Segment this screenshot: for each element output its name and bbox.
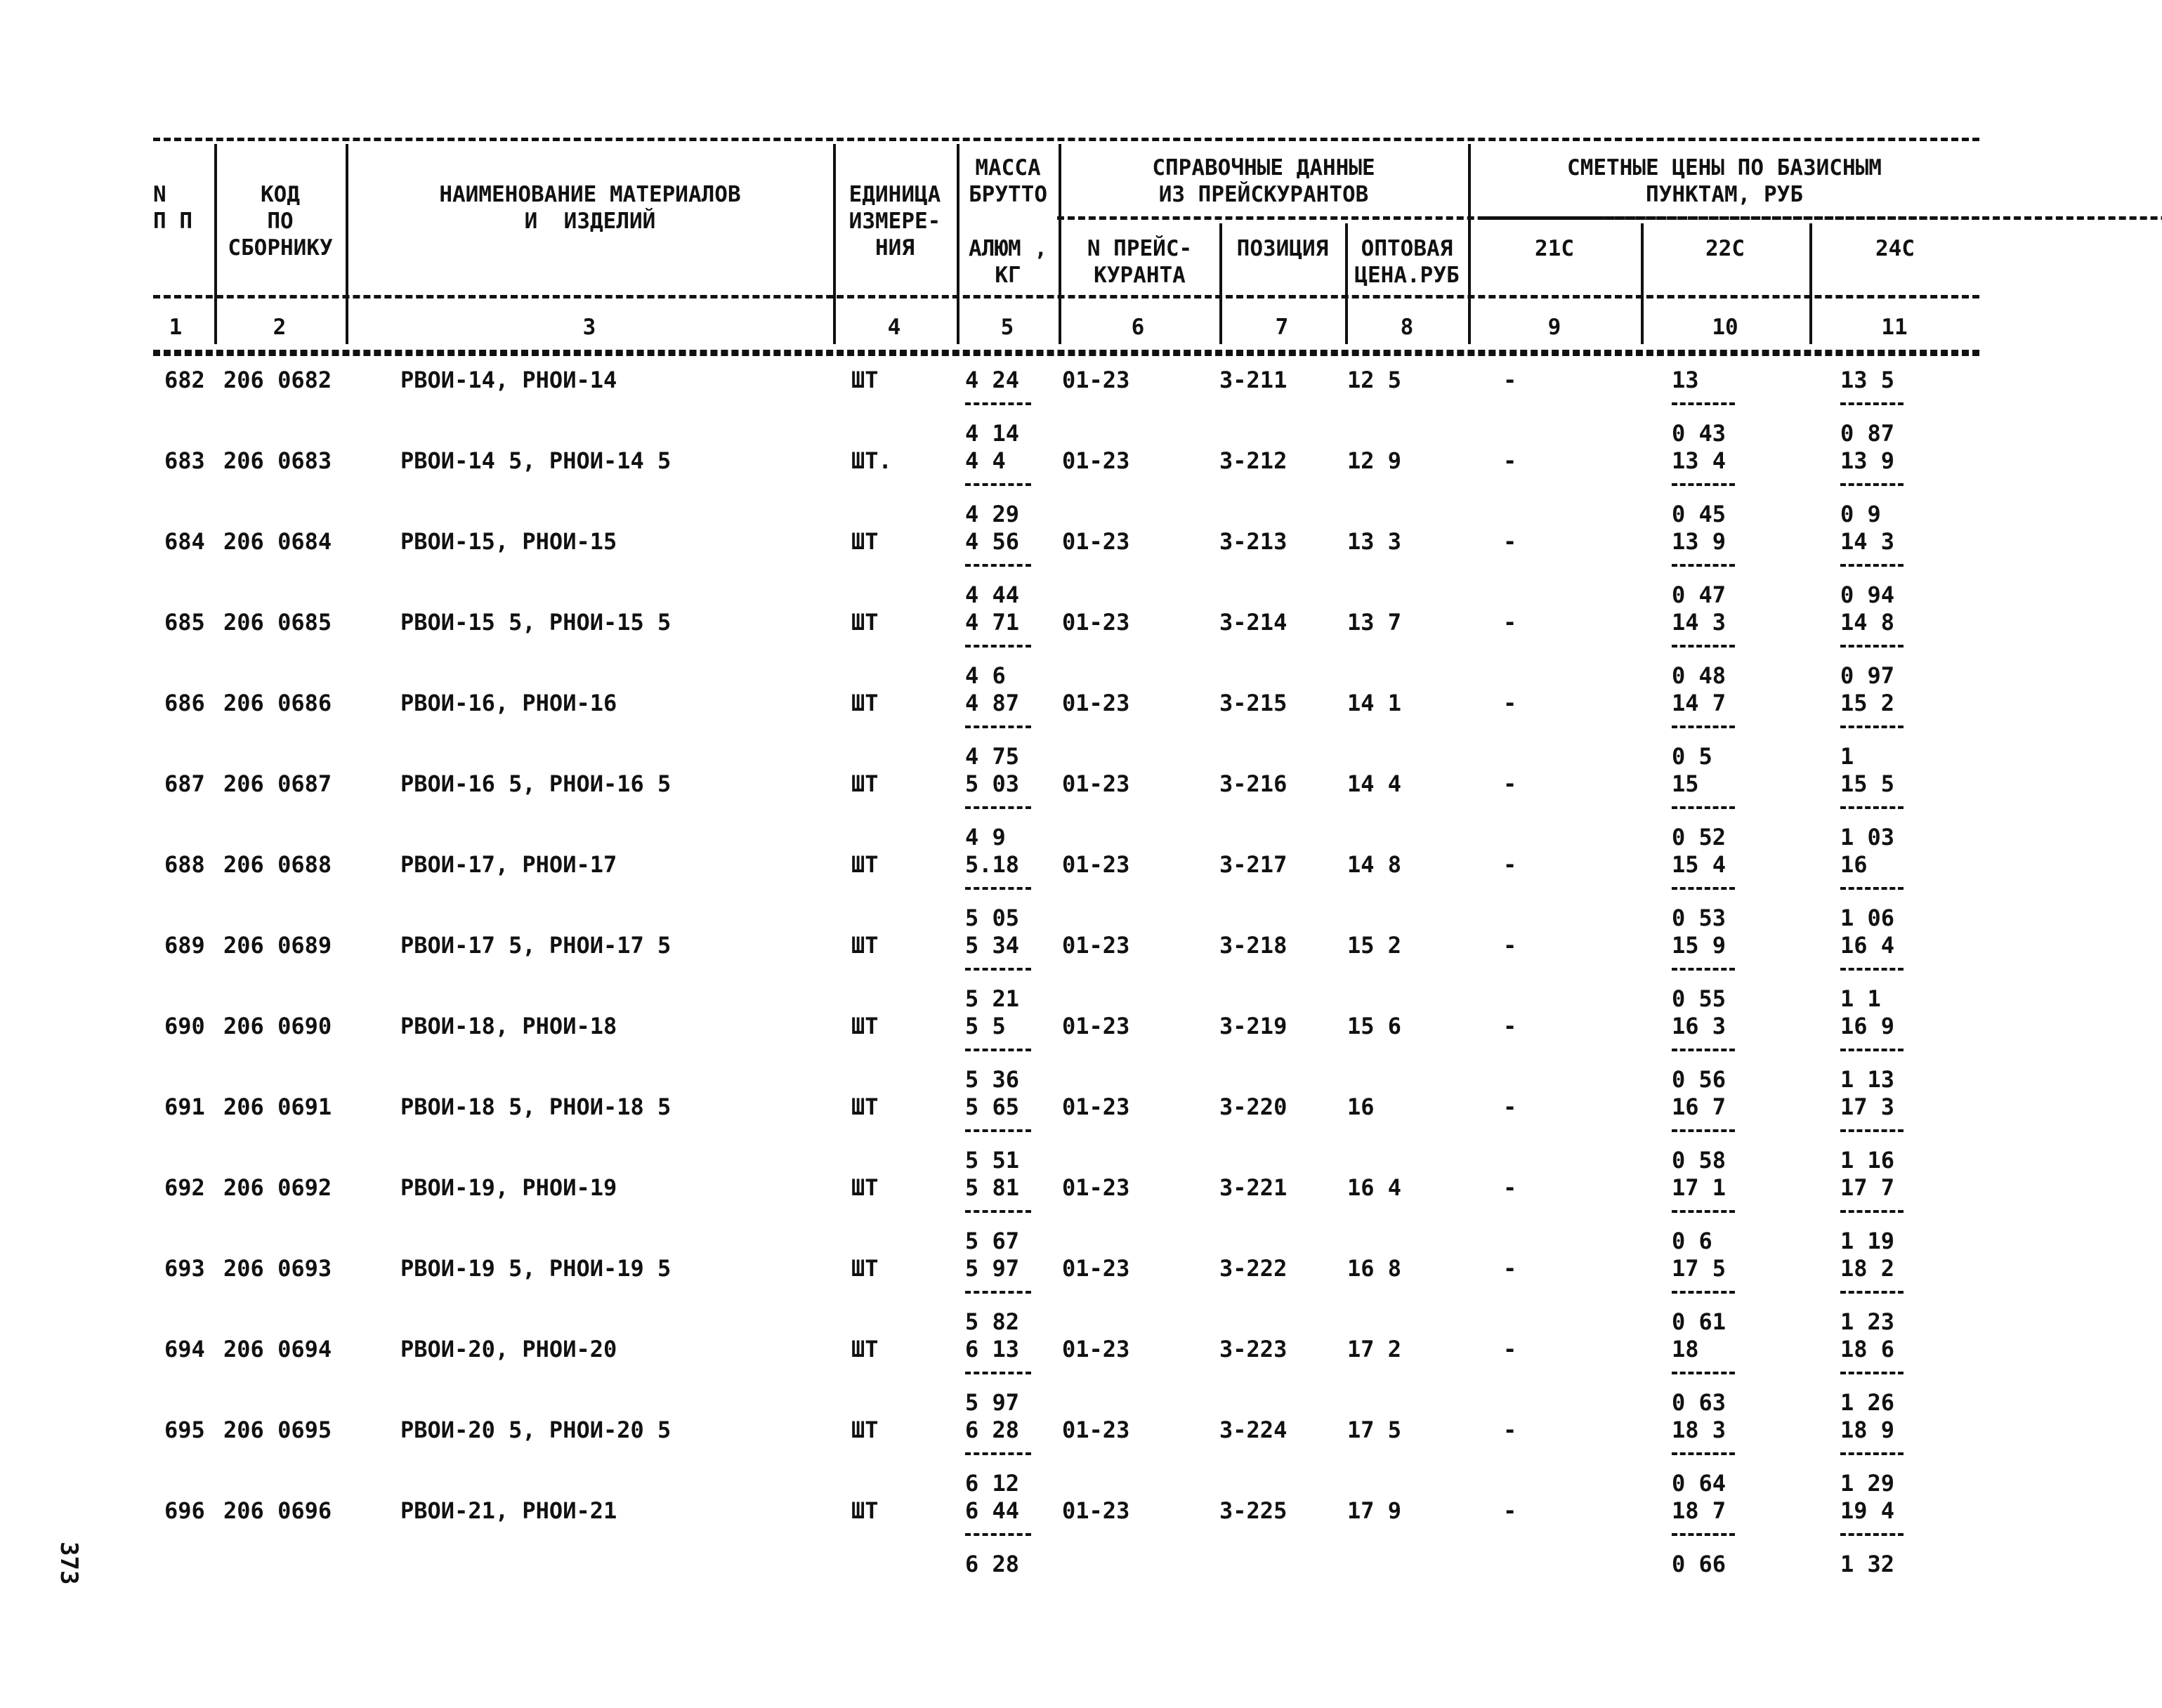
row-price-22c-secondary: 0 48 [1672,662,1727,689]
mass-fraction-line [965,564,1031,567]
column-number: 10 [1712,315,1738,340]
row-position: 3-220 [1219,1093,1288,1120]
row-price-22c-secondary: 0 5 [1672,743,1712,770]
row-mass-gross: 5 65 [965,1093,1020,1120]
row-name: РВОИ-16, РНОИ-16 [400,690,617,716]
row-price-22c: 14 3 [1672,609,1727,636]
row-mass-aluminum: 6 12 [965,1470,1020,1497]
row-pricelist-number: 01-23 [1062,1093,1130,1120]
row-number: 694 [164,1336,205,1362]
row-position: 3-225 [1219,1497,1288,1524]
row-mass-aluminum: 5 05 [965,905,1020,931]
header-col-21c: 21С [1535,236,1574,261]
row-price-22c-secondary: 0 61 [1672,1308,1727,1335]
row-price-22c: 13 4 [1672,447,1727,474]
row-wholesale-price: 13 3 [1347,528,1402,555]
row-unit: ШТ [851,528,879,555]
row-pricelist-number: 01-23 [1062,932,1130,959]
row-code: 206 0693 [223,1255,332,1282]
row-name: РВОИ-18, РНОИ-18 [400,1013,617,1039]
row-name: РВОИ-18 5, РНОИ-18 5 [400,1093,671,1120]
row-name: РВОИ-14 5, РНОИ-14 5 [400,447,671,474]
row-unit: ШТ [851,367,879,393]
row-price-24c-secondary: 1 32 [1840,1551,1895,1577]
mass-fraction-line [965,1452,1031,1455]
row-price-21c: - [1503,1093,1517,1120]
row-price-22c: 15 4 [1672,851,1727,878]
price-24c-fraction-line [1840,887,1904,890]
row-price-24c-secondary: 1 [1840,743,1854,770]
row-unit: ШТ [851,851,879,878]
row-number: 696 [164,1497,205,1524]
header-col-mass-bottom: АЛЮМ , КГ [969,236,1047,288]
price-24c-fraction-line [1840,1049,1904,1051]
row-mass-gross: 6 28 [965,1417,1020,1443]
price-24c-fraction-line [1840,1372,1904,1374]
row-pricelist-number: 01-23 [1062,1336,1130,1362]
row-price-24c: 17 3 [1840,1093,1895,1120]
header-col-22c: 22С [1705,236,1745,261]
row-number: 686 [164,690,205,716]
row-price-22c: 18 [1672,1336,1699,1362]
row-price-22c: 17 1 [1672,1174,1727,1201]
column-number: 8 [1400,315,1414,340]
row-price-24c: 14 8 [1840,609,1895,636]
row-price-21c: - [1503,447,1517,474]
row-wholesale-price: 14 8 [1347,851,1402,878]
row-price-24c-secondary: 1 23 [1840,1308,1895,1335]
header-col-wholesale-price: ОПТОВАЯ ЦЕНА.РУБ [1354,236,1460,288]
row-code: 206 0688 [223,851,332,878]
row-code: 206 0682 [223,367,332,393]
row-pricelist-number: 01-23 [1062,770,1130,797]
header-col-unit: ЕДИНИЦА ИЗМЕРЕ- НИЯ [849,182,941,261]
row-number: 693 [164,1255,205,1282]
row-price-24c-secondary: 0 9 [1840,501,1881,527]
row-mass-aluminum: 4 9 [965,824,1006,850]
page-number: 373 [55,1542,83,1585]
row-pricelist-number: 01-23 [1062,447,1130,474]
row-price-22c: 17 5 [1672,1255,1727,1282]
row-number: 684 [164,528,205,555]
row-code: 206 0694 [223,1336,332,1362]
row-unit: ШТ [851,932,879,959]
row-unit: ШТ [851,1336,879,1362]
row-price-24c: 18 2 [1840,1255,1895,1282]
row-unit: ШТ. [851,447,892,474]
row-number: 692 [164,1174,205,1201]
row-pricelist-number: 01-23 [1062,609,1130,636]
mass-fraction-line [965,1129,1031,1132]
row-position: 3-211 [1219,367,1288,393]
row-price-22c-secondary: 0 47 [1672,582,1727,608]
header-col-name: НАИМЕНОВАНИЕ МАТЕРИАЛОВ И ИЗДЕЛИЙ [439,182,741,234]
row-price-22c-secondary: 0 43 [1672,420,1727,447]
row-price-21c: - [1503,528,1517,555]
column-number: 2 [273,315,287,340]
row-position: 3-219 [1219,1013,1288,1039]
price-22c-fraction-line [1672,1372,1735,1374]
header-col-position: ПОЗИЦИЯ [1236,236,1329,261]
row-name: РВОИ-20 5, РНОИ-20 5 [400,1417,671,1443]
row-price-24c-secondary: 1 26 [1840,1389,1895,1416]
row-price-22c: 13 9 [1672,528,1727,555]
row-unit: ШТ [851,1255,879,1282]
row-position: 3-212 [1219,447,1288,474]
row-mass-gross: 4 87 [965,690,1020,716]
row-price-24c-secondary: 0 97 [1840,662,1895,689]
row-price-22c-secondary: 0 6 [1672,1228,1712,1254]
row-name: РВОИ-17, РНОИ-17 [400,851,617,878]
row-price-24c: 16 4 [1840,932,1895,959]
row-code: 206 0691 [223,1093,332,1120]
row-price-21c: - [1503,367,1517,393]
price-24c-fraction-line [1840,968,1904,971]
row-name: РВОИ-19 5, РНОИ-19 5 [400,1255,671,1282]
row-mass-aluminum: 4 75 [965,743,1020,770]
header-col-nn: N П П [153,182,192,234]
mass-fraction-line [965,725,1031,728]
price-24c-fraction-line [1840,725,1904,728]
row-unit: ШТ [851,609,879,636]
price-22c-fraction-line [1672,1210,1735,1213]
header-col-24c: 24С [1875,236,1915,261]
row-price-22c: 15 9 [1672,932,1727,959]
row-position: 3-224 [1219,1417,1288,1443]
row-price-21c: - [1503,1417,1517,1443]
price-22c-fraction-line [1672,1049,1735,1051]
column-number: 4 [887,315,901,340]
row-wholesale-price: 17 9 [1347,1497,1402,1524]
header-mid-rule-right [1482,216,1979,220]
row-mass-gross: 5 03 [965,770,1020,797]
header-col-pricelist: N ПРЕЙС- КУРАНТА [1087,236,1193,288]
row-price-24c: 13 5 [1840,367,1895,393]
row-price-21c: - [1503,1336,1517,1362]
row-mass-gross: 5 5 [965,1013,1006,1039]
row-price-22c: 18 3 [1672,1417,1727,1443]
row-name: РВОИ-14, РНОИ-14 [400,367,617,393]
row-price-21c: - [1503,1255,1517,1282]
price-24c-fraction-line [1840,1291,1904,1294]
price-22c-fraction-line [1672,1533,1735,1536]
mass-fraction-line [965,1533,1031,1536]
header-col-mass-top: МАССА БРУТТО [969,155,1047,207]
price-22c-fraction-line [1672,483,1735,486]
row-price-21c: - [1503,690,1517,716]
header-group-estimate-prices: СМЕТНЫЕ ЦЕНЫ ПО БАЗИСНЫМ ПУНКТАМ, РУБ [1567,155,1882,207]
row-number: 689 [164,932,205,959]
column-number: 3 [582,315,596,340]
row-price-22c-secondary: 0 58 [1672,1147,1727,1174]
mass-fraction-line [965,1291,1031,1294]
row-mass-aluminum: 5 51 [965,1147,1020,1174]
row-price-24c-secondary: 1 13 [1840,1066,1895,1093]
row-price-22c-secondary: 0 64 [1672,1470,1727,1497]
row-price-24c-secondary: 1 29 [1840,1470,1895,1497]
row-price-22c-secondary: 0 52 [1672,824,1727,850]
row-wholesale-price: 17 5 [1347,1417,1402,1443]
row-price-21c: - [1503,770,1517,797]
row-name: РВОИ-15, РНОИ-15 [400,528,617,555]
row-price-24c: 15 2 [1840,690,1895,716]
row-code: 206 0695 [223,1417,332,1443]
row-wholesale-price: 16 [1347,1093,1375,1120]
header-sub-rule [153,295,1979,298]
row-name: РВОИ-21, РНОИ-21 [400,1497,617,1524]
row-mass-gross: 4 24 [965,367,1020,393]
mass-fraction-line [965,483,1031,486]
price-24c-fraction-line [1840,1533,1904,1536]
row-code: 206 0686 [223,690,332,716]
row-code: 206 0689 [223,932,332,959]
row-mass-gross: 5 81 [965,1174,1020,1201]
row-code: 206 0696 [223,1497,332,1524]
row-wholesale-price: 15 6 [1347,1013,1402,1039]
row-pricelist-number: 01-23 [1062,1174,1130,1201]
column-number: 11 [1881,315,1908,340]
price-22c-fraction-line [1672,968,1735,971]
row-code: 206 0690 [223,1013,332,1039]
row-wholesale-price: 16 8 [1347,1255,1402,1282]
row-mass-aluminum: 4 14 [965,420,1020,447]
price-24c-fraction-line [1840,483,1904,486]
row-mass-aluminum: 5 21 [965,985,1020,1012]
row-number: 687 [164,770,205,797]
row-pricelist-number: 01-23 [1062,528,1130,555]
row-unit: ШТ [851,1174,879,1201]
mass-fraction-line [965,968,1031,971]
row-mass-gross: 4 56 [965,528,1020,555]
row-price-22c: 16 3 [1672,1013,1727,1039]
column-number: 9 [1547,315,1561,340]
row-position: 3-223 [1219,1336,1288,1362]
row-price-24c: 18 6 [1840,1336,1895,1362]
row-position: 3-217 [1219,851,1288,878]
row-name: РВОИ-16 5, РНОИ-16 5 [400,770,671,797]
row-price-24c: 16 9 [1840,1013,1895,1039]
row-position: 3-218 [1219,932,1288,959]
row-unit: ШТ [851,1093,879,1120]
price-24c-fraction-line [1840,806,1904,809]
row-price-24c-secondary: 1 16 [1840,1147,1895,1174]
row-mass-aluminum: 4 6 [965,662,1006,689]
mass-fraction-line [965,402,1031,405]
price-22c-fraction-line [1672,402,1735,405]
row-mass-gross: 6 44 [965,1497,1020,1524]
row-mass-gross: 5 34 [965,932,1020,959]
row-pricelist-number: 01-23 [1062,1497,1130,1524]
mass-fraction-line [965,1372,1031,1374]
row-mass-gross: 6 13 [965,1336,1020,1362]
price-24c-fraction-line [1840,402,1904,405]
row-mass-gross: 4 71 [965,609,1020,636]
row-mass-aluminum: 6 28 [965,1551,1020,1577]
row-position: 3-215 [1219,690,1288,716]
row-wholesale-price: 14 1 [1347,690,1402,716]
row-price-21c: - [1503,851,1517,878]
mass-fraction-line [965,887,1031,890]
row-mass-gross: 5.18 [965,851,1020,878]
row-mass-aluminum: 5 97 [965,1389,1020,1416]
row-mass-gross: 5 97 [965,1255,1020,1282]
mass-fraction-line [965,806,1031,809]
row-price-22c-secondary: 0 63 [1672,1389,1727,1416]
row-pricelist-number: 01-23 [1062,1255,1130,1282]
row-name: РВОИ-17 5, РНОИ-17 5 [400,932,671,959]
row-pricelist-number: 01-23 [1062,1013,1130,1039]
row-name: РВОИ-19, РНОИ-19 [400,1174,617,1201]
row-number: 691 [164,1093,205,1120]
row-unit: ШТ [851,690,879,716]
row-price-21c: - [1503,609,1517,636]
row-pricelist-number: 01-23 [1062,690,1130,716]
row-price-24c: 17 7 [1840,1174,1895,1201]
row-price-22c-secondary: 0 66 [1672,1551,1727,1577]
row-number: 695 [164,1417,205,1443]
row-unit: ШТ [851,1417,879,1443]
column-number: 5 [1000,315,1014,340]
row-price-21c: - [1503,1174,1517,1201]
row-mass-aluminum: 5 36 [965,1066,1020,1093]
price-22c-fraction-line [1672,645,1735,648]
row-number: 683 [164,447,205,474]
row-name: РВОИ-20, РНОИ-20 [400,1336,617,1362]
row-price-22c-secondary: 0 55 [1672,985,1727,1012]
row-price-24c: 16 [1840,851,1868,878]
row-wholesale-price: 17 2 [1347,1336,1402,1362]
row-code: 206 0683 [223,447,332,474]
row-mass-aluminum: 4 29 [965,501,1020,527]
row-price-22c: 15 [1672,770,1699,797]
row-code: 206 0684 [223,528,332,555]
row-unit: ШТ [851,770,879,797]
price-24c-fraction-line [1840,645,1904,648]
row-number: 682 [164,367,205,393]
row-wholesale-price: 12 9 [1347,447,1402,474]
column-number: 7 [1275,315,1289,340]
row-price-21c: - [1503,932,1517,959]
header-col-code: КОД ПО СБОРНИКУ [228,182,333,261]
row-position: 3-221 [1219,1174,1288,1201]
price-24c-fraction-line [1840,1210,1904,1213]
row-price-24c-secondary: 0 87 [1840,420,1895,447]
row-pricelist-number: 01-23 [1062,851,1130,878]
hdr-vbar-2 [346,144,348,344]
row-wholesale-price: 15 2 [1347,932,1402,959]
row-price-22c-secondary: 0 53 [1672,905,1727,931]
row-price-24c: 13 9 [1840,447,1895,474]
row-number: 690 [164,1013,205,1039]
row-wholesale-price: 16 4 [1347,1174,1402,1201]
row-price-24c-secondary: 0 94 [1840,582,1895,608]
price-22c-fraction-line [1672,1452,1735,1455]
column-numbers-bottom-rule [153,353,1979,356]
row-position: 3-222 [1219,1255,1288,1282]
row-price-24c: 18 9 [1840,1417,1895,1443]
row-price-24c: 19 4 [1840,1497,1895,1524]
row-price-21c: - [1503,1013,1517,1039]
row-wholesale-price: 12 5 [1347,367,1402,393]
row-price-24c-secondary: 1 1 [1840,985,1881,1012]
row-price-24c: 15 5 [1840,770,1895,797]
row-price-21c: - [1503,1497,1517,1524]
row-unit: ШТ [851,1497,879,1524]
row-mass-aluminum: 5 67 [965,1228,1020,1254]
row-price-24c: 14 3 [1840,528,1895,555]
row-code: 206 0687 [223,770,332,797]
price-24c-fraction-line [1840,1452,1904,1455]
row-mass-aluminum: 4 44 [965,582,1020,608]
row-price-22c: 13 [1672,367,1699,393]
header-top-rule [153,138,1979,141]
row-number: 685 [164,609,205,636]
row-price-22c-secondary: 0 45 [1672,501,1727,527]
price-22c-fraction-line [1672,1129,1735,1132]
row-wholesale-price: 14 4 [1347,770,1402,797]
price-22c-fraction-line [1672,806,1735,809]
header-group-reference: СПРАВОЧНЫЕ ДАННЫЕ ИЗ ПРЕЙСКУРАНТОВ [1152,155,1375,207]
row-position: 3-213 [1219,528,1288,555]
price-22c-fraction-line [1672,564,1735,567]
row-name: РВОИ-15 5, РНОИ-15 5 [400,609,671,636]
price-22c-fraction-line [1672,1291,1735,1294]
row-mass-aluminum: 5 82 [965,1308,1020,1335]
row-price-24c-secondary: 1 06 [1840,905,1895,931]
row-price-22c: 16 7 [1672,1093,1727,1120]
price-24c-fraction-line [1840,1129,1904,1132]
price-24c-fraction-line [1840,564,1904,567]
row-pricelist-number: 01-23 [1062,1417,1130,1443]
price-22c-fraction-line [1672,887,1735,890]
row-position: 3-214 [1219,609,1288,636]
row-price-22c-secondary: 0 56 [1672,1066,1727,1093]
row-code: 206 0685 [223,609,332,636]
row-position: 3-216 [1219,770,1288,797]
row-price-24c-secondary: 1 19 [1840,1228,1895,1254]
row-number: 688 [164,851,205,878]
column-number: 6 [1131,315,1145,340]
row-price-24c-secondary: 1 03 [1840,824,1895,850]
mass-fraction-line [965,1210,1031,1213]
row-code: 206 0692 [223,1174,332,1201]
row-unit: ШТ [851,1013,879,1039]
row-pricelist-number: 01-23 [1062,367,1130,393]
row-mass-gross: 4 4 [965,447,1006,474]
row-price-22c: 14 7 [1672,690,1727,716]
mass-fraction-line [965,645,1031,648]
price-22c-fraction-line [1672,725,1735,728]
row-price-22c: 18 7 [1672,1497,1727,1524]
column-number: 1 [169,315,183,340]
mass-fraction-line [965,1049,1031,1051]
row-wholesale-price: 13 7 [1347,609,1402,636]
